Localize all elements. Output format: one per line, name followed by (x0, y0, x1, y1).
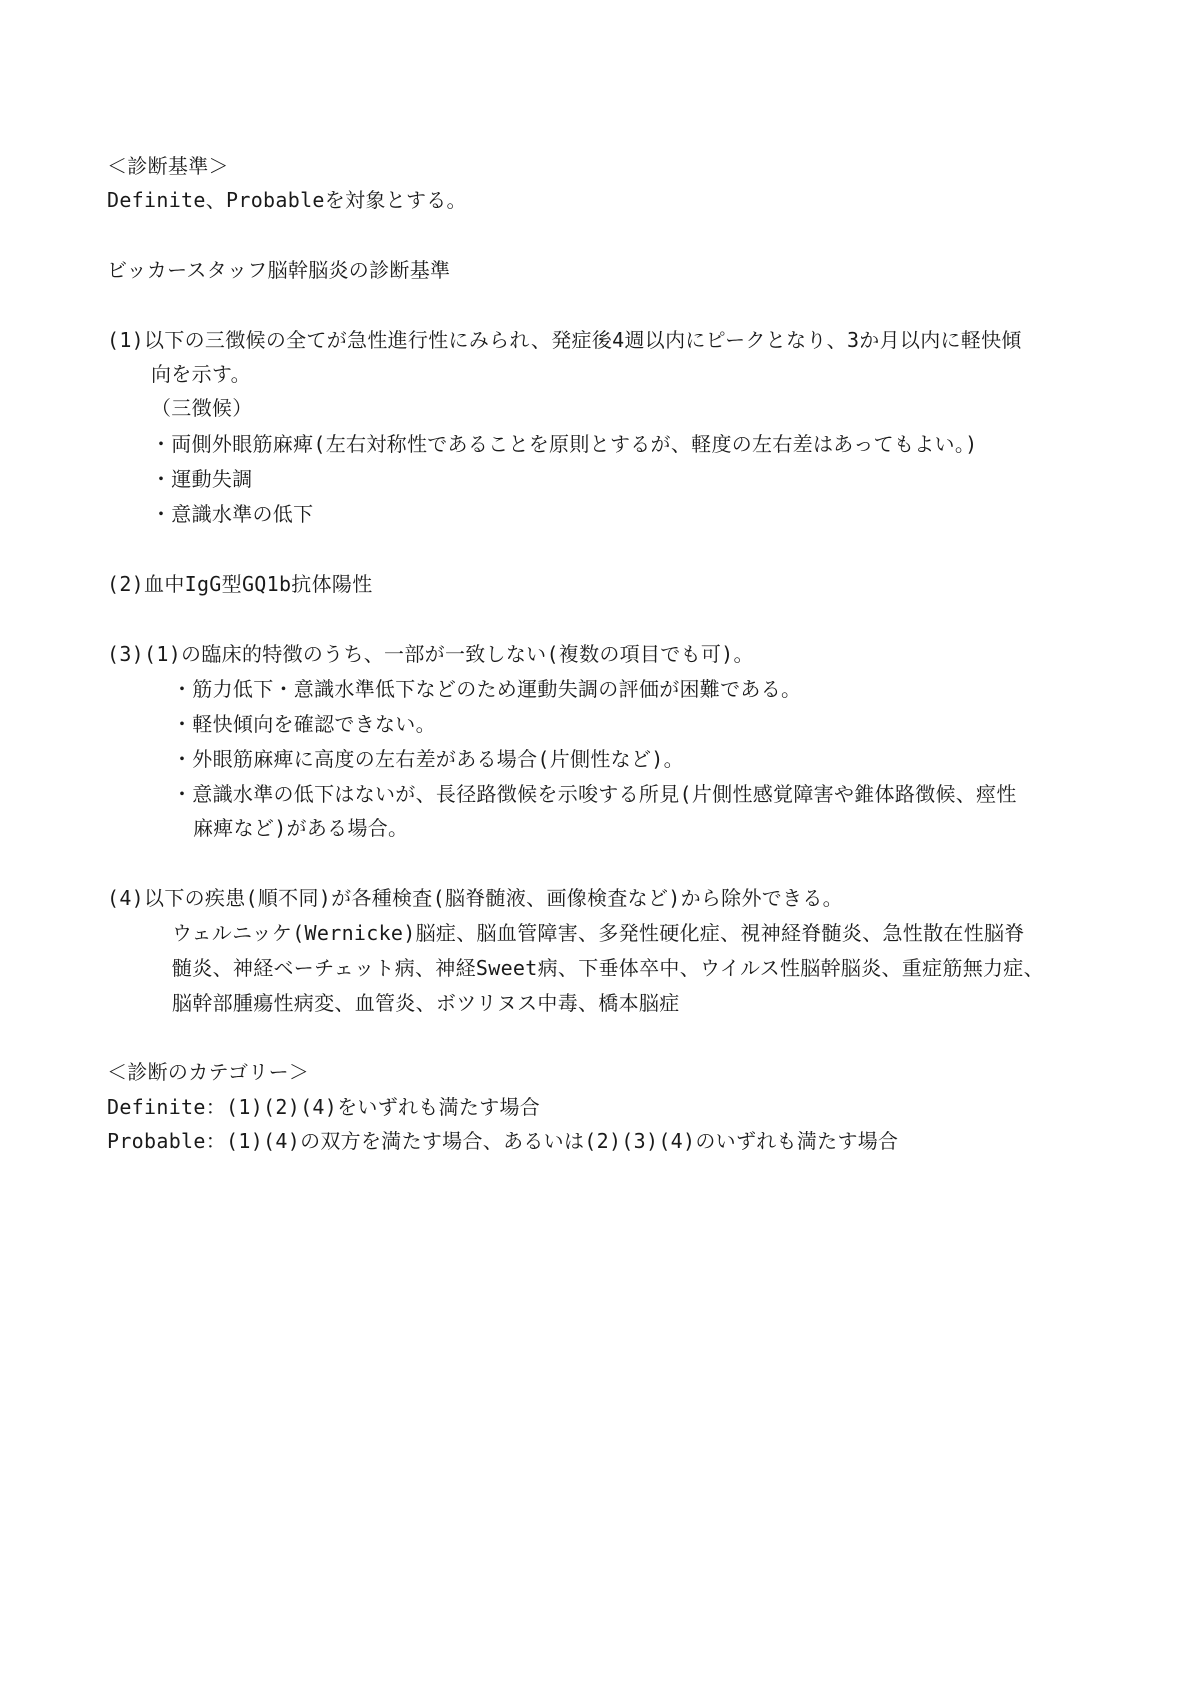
category-definite: Definite：(1)(2)(4)をいずれも満たす場合 (107, 1095, 541, 1119)
excluded-diseases-line: 脳幹部腫瘍性病変、血管炎、ボツリヌス中毒、橋本脳症 (172, 991, 680, 1015)
excluded-diseases-line: 髄炎、神経ベーチェット病、神経Sweet病、下垂体卒中、ウイルス性脳幹脳炎、重症筋無力症、 (172, 956, 1044, 980)
list-item: ・意識水準の低下はないが、長径路徴候を示唆する所見(片側性感覚障害や錐体路徴候、痙性 (172, 782, 1017, 806)
scope-statement: Definite、Probableを対象とする。 (107, 188, 467, 212)
excluded-diseases-line: ウェルニッケ(Wernicke)脳症、脳血管障害、多発性硬化症、視神経脊髄炎、急性散在性脳脊 (172, 921, 1025, 945)
criterion-1-line-1: (1)以下の三徴候の全てが急性進行性にみられ、発症後4週以内にピークとなり、3か月以内に軽快傾 (107, 328, 1022, 352)
criterion-4-line-1: (4)以下の疾患(順不同)が各種検査(脳脊髄液、画像検査など)から除外できる。 (107, 886, 843, 910)
list-item: ・外眼筋麻痺に高度の左右差がある場合(片側性など)。 (172, 747, 684, 771)
criterion-3-line-1: (3)(1)の臨床的特徴のうち、一部が一致しない(複数の項目でも可)。 (107, 642, 754, 666)
three-signs-heading: （三徴候） (151, 396, 253, 420)
list-item: ・運動失調 (151, 467, 253, 491)
list-item: ・軽快傾向を確認できない。 (172, 712, 436, 736)
category-probable: Probable：(1)(4)の双方を満たす場合、あるいは(2)(3)(4)のいずれも満たす場合 (107, 1129, 899, 1153)
criteria-heading: ＜診断基準＞ (107, 154, 229, 178)
document-title: ビッカースタッフ脳幹脳炎の診断基準 (107, 258, 451, 282)
list-item: ・両側外眼筋麻痺(左右対称性であることを原則とするが、軽度の左右差はあってもよい。) (151, 432, 978, 456)
criterion-1-line-2: 向を示す。 (151, 362, 251, 386)
list-item: ・筋力低下・意識水準低下などのため運動失調の評価が困難である。 (172, 677, 802, 701)
list-item: ・意識水準の低下 (151, 502, 314, 526)
category-heading: ＜診断のカテゴリー＞ (107, 1060, 310, 1084)
criterion-2: (2)血中IgG型GQ1b抗体陽性 (107, 572, 373, 596)
list-item-continuation: 麻痺など)がある場合。 (193, 816, 409, 840)
